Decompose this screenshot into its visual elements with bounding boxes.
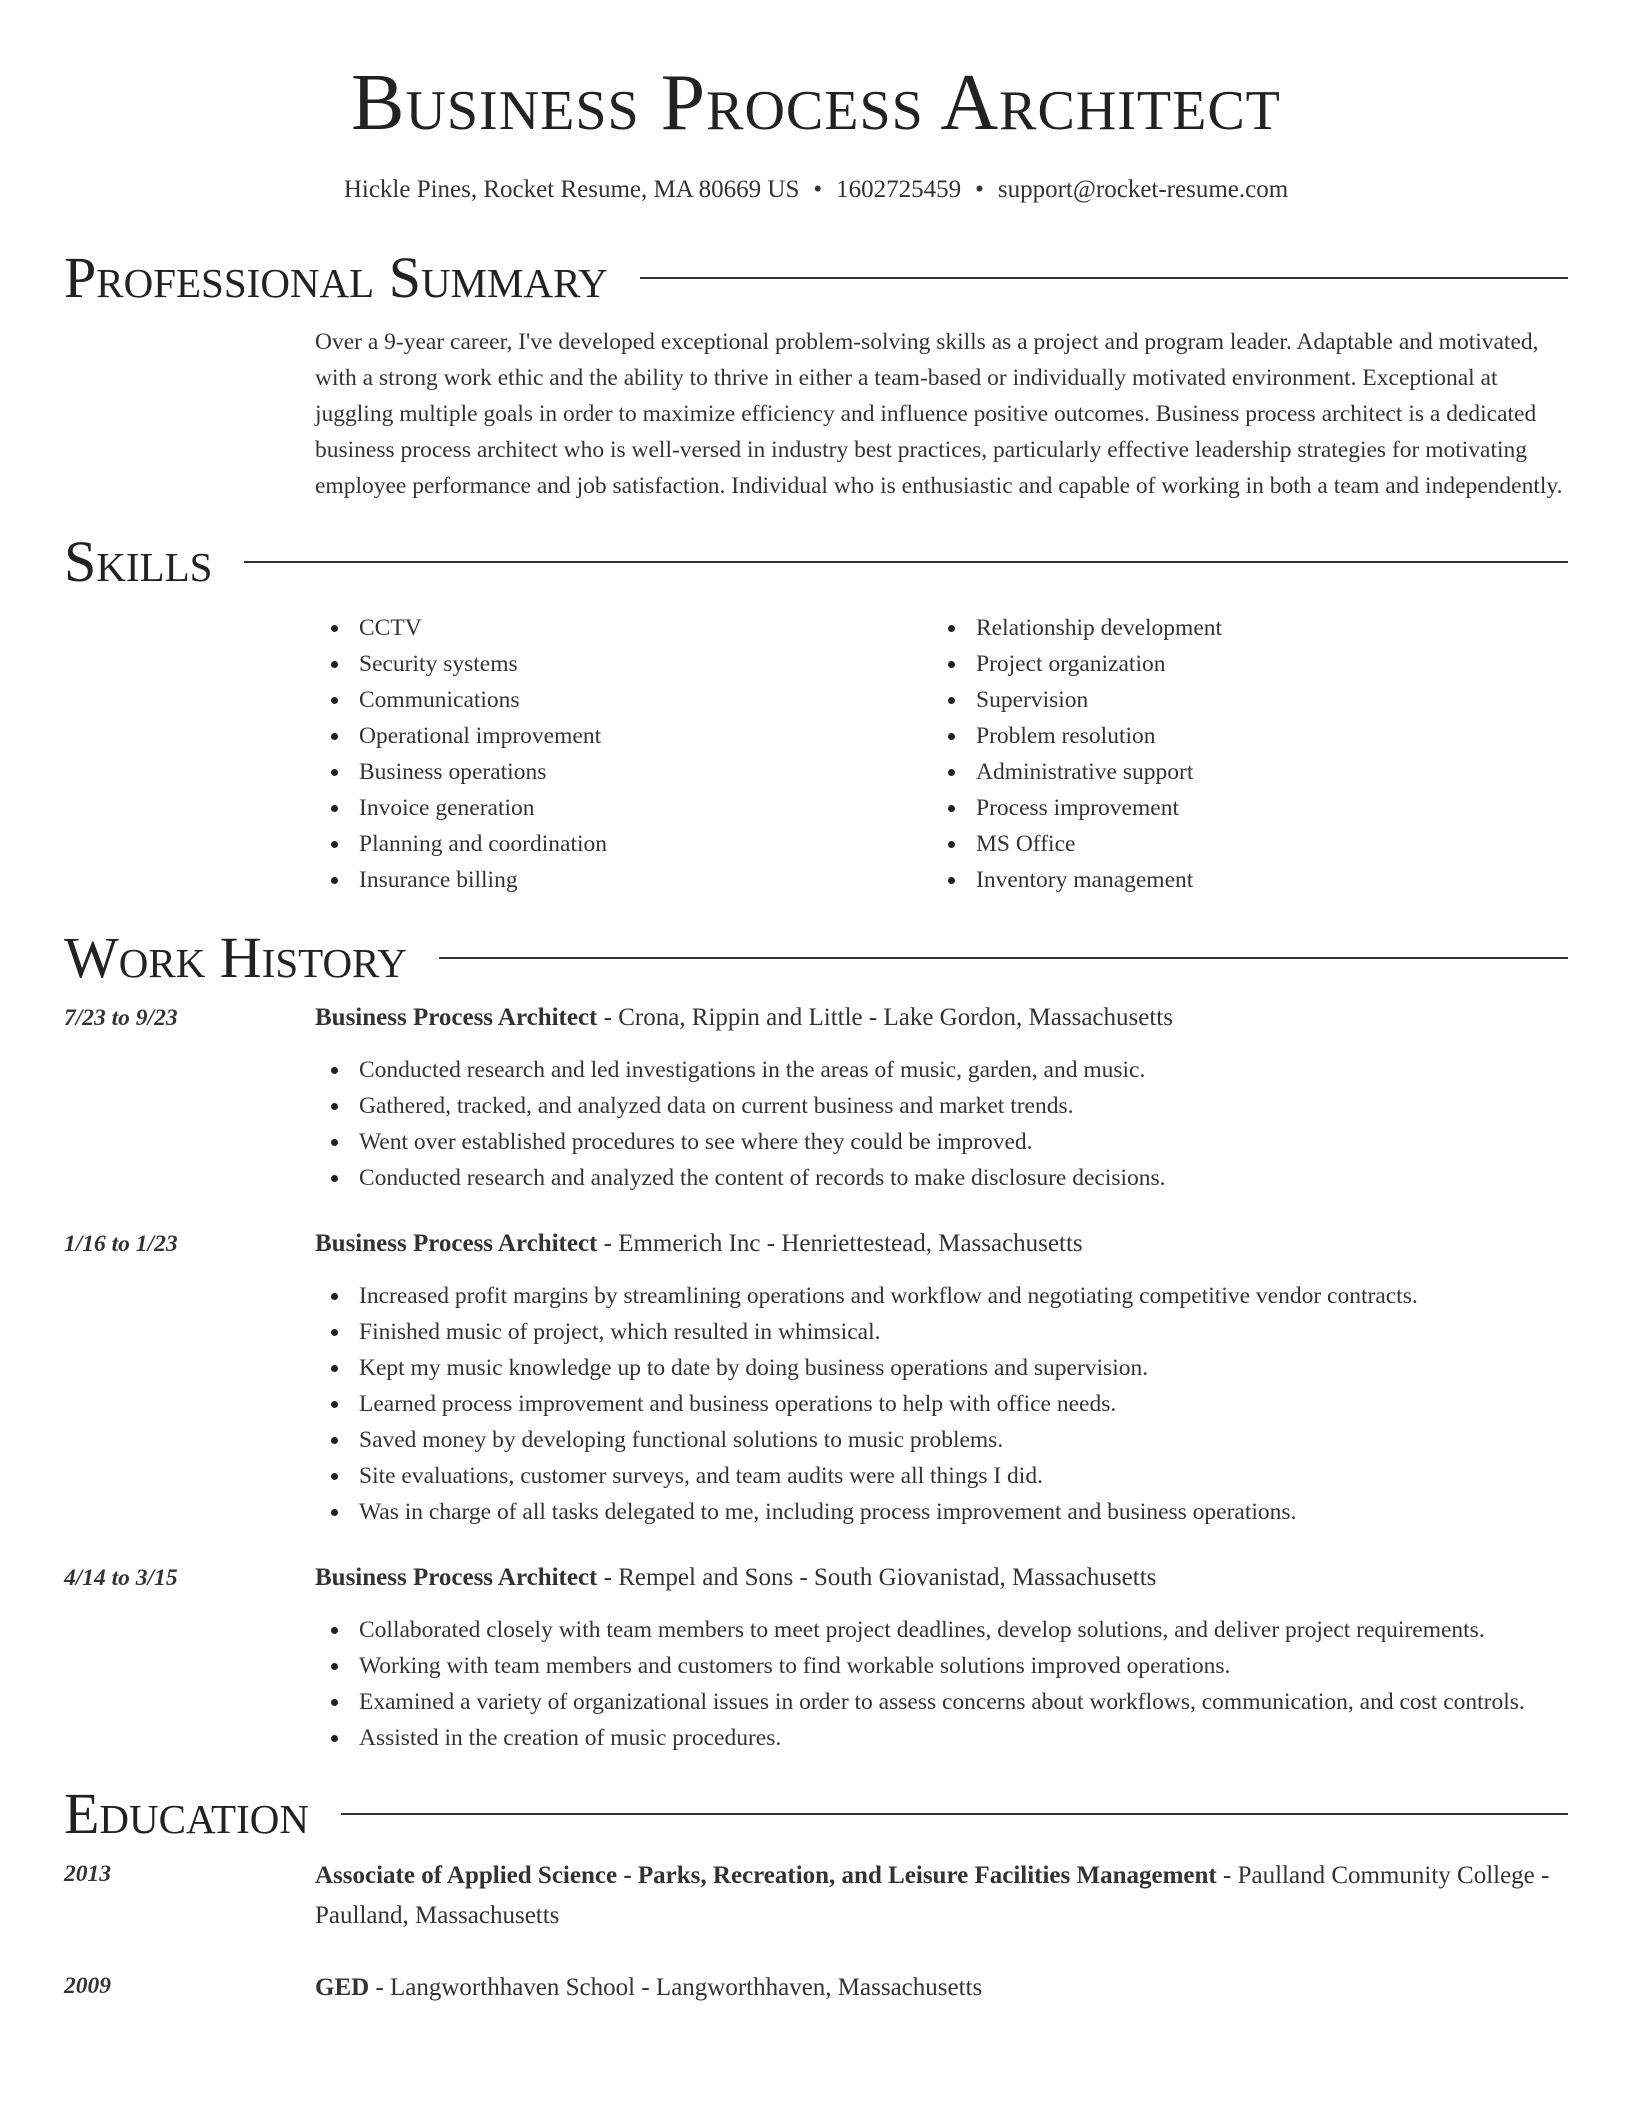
education-school: - Paulland Community College - Paulland, Massachusetts xyxy=(315,1862,1550,1929)
skill-item: Insurance billing xyxy=(315,862,932,898)
job-role: Business Process Architect xyxy=(315,1230,598,1257)
contact-separator: • xyxy=(813,176,823,203)
job-date: 4/14 to 3/15 xyxy=(64,1565,178,1591)
section-rule xyxy=(244,561,1568,563)
section-title-skills: Skills xyxy=(64,529,213,594)
job-employer: - Emmerich Inc - Henriettestead, Massachusetts xyxy=(597,1230,1083,1257)
education-entry xyxy=(64,1968,1568,2008)
job-entry xyxy=(64,1000,1568,1196)
education-degree: Associate of Applied Science - Parks, Recreation, and Leisure Facilities Management xyxy=(315,1862,1217,1889)
job-bullet: Kept my music knowledge up to date by doing business operations and supervision. xyxy=(315,1350,1568,1386)
section-header xyxy=(64,530,1568,594)
job-date: 1/16 to 1/23 xyxy=(64,1231,178,1257)
job-date: 7/23 to 9/23 xyxy=(64,1005,178,1031)
job-bullet: Increased profit margins by streamlining operations and workflow and negotiating competitive vendor contracts. xyxy=(315,1278,1568,1314)
job-bullet: Saved money by developing functional solutions to music problems. xyxy=(315,1422,1568,1458)
skill-item: Invoice generation xyxy=(315,790,932,826)
job-bullet: Was in charge of all tasks delegated to me, including process improvement and business operations. xyxy=(315,1494,1568,1530)
skill-item: Inventory management xyxy=(932,862,1549,898)
skill-item: Operational improvement xyxy=(315,718,932,754)
job-bullet: Site evaluations, customer surveys, and team audits were all things I did. xyxy=(315,1458,1568,1494)
resume-name: Business Process Architect xyxy=(351,59,1281,147)
skill-item: Relationship development xyxy=(932,610,1549,646)
section-header xyxy=(64,246,1568,310)
skill-item: Problem resolution xyxy=(932,718,1549,754)
section-rule xyxy=(341,1813,1568,1815)
section-header xyxy=(64,926,1568,990)
contact-email: support@rocket-resume.com xyxy=(997,176,1289,203)
summary-text: Over a 9-year career, I've developed exceptional problem-solving skills as a project and program leader. Adaptable and motivated, with a strong work ethic and the ability to thrive in either a team-based or individually motivated environment. Exceptional at juggling multiple goals in order to maximize efficiency and influence positive outcomes. Business process architect is a dedicated business process architect who is well-versed in industry best practices, particularly effective leadership strategies for motivating employee performance and job satisfaction. Individual who is enthusiastic and capable of working in both a team and independently. xyxy=(315,329,1563,499)
contact-separator: • xyxy=(975,176,984,203)
job-role: Business Process Architect xyxy=(315,1004,598,1031)
education-details xyxy=(315,1856,1568,1936)
job-bullets xyxy=(315,1052,1568,1196)
education-date: 2009 xyxy=(64,1973,111,1999)
skill-item: CCTV xyxy=(315,610,932,646)
job-bullet: Went over established procedures to see where they could be improved. xyxy=(315,1124,1568,1160)
skills-section xyxy=(64,530,1568,898)
summary-section xyxy=(64,246,1568,504)
job-bullet: Assisted in the creation of music procedures. xyxy=(315,1720,1568,1756)
section-header xyxy=(64,1782,1568,1846)
skill-item: Planning and coordination xyxy=(315,826,932,862)
section-title-education: Education xyxy=(64,1781,309,1846)
work-history-section xyxy=(64,926,1568,1756)
job-employer: - Rempel and Sons - South Giovanistad, Massachusetts xyxy=(597,1564,1157,1591)
job-bullet: Finished music of project, which resulted in whimsical. xyxy=(315,1314,1568,1350)
skill-item: MS Office xyxy=(932,826,1549,862)
resume-page xyxy=(64,0,1568,2008)
job-bullet: Conducted research and analyzed the content of records to make disclosure decisions. xyxy=(315,1160,1568,1196)
section-title-work: Work History xyxy=(64,925,407,990)
skill-item: Supervision xyxy=(932,682,1549,718)
education-details xyxy=(315,1968,1568,2008)
education-entry xyxy=(64,1856,1568,1936)
job-bullets xyxy=(315,1612,1568,1756)
job-bullet: Examined a variety of organizational issues in order to assess concerns about workflows, communication, and cost controls. xyxy=(315,1684,1568,1720)
skills-columns xyxy=(315,610,1568,898)
job-details xyxy=(315,1226,1568,1530)
job-bullet: Collaborated closely with team members to meet project deadlines, develop solutions, and deliver project requirements. xyxy=(315,1612,1568,1648)
contact-phone: 1602725459 xyxy=(836,176,962,203)
job-title-line xyxy=(315,1560,1568,1596)
education-date: 2013 xyxy=(64,1861,111,1887)
skill-item: Project organization xyxy=(932,646,1549,682)
job-bullet: Conducted research and led investigations in the areas of music, garden, and music. xyxy=(315,1052,1568,1088)
contact-address: Hickle Pines, Rocket Resume, MA 80669 US xyxy=(343,176,800,203)
job-details xyxy=(315,1560,1568,1756)
job-employer: - Crona, Rippin and Little - Lake Gordon, Massachusetts xyxy=(597,1004,1173,1031)
skill-item: Business operations xyxy=(315,754,932,790)
job-bullets xyxy=(315,1278,1568,1530)
job-role: Business Process Architect xyxy=(315,1564,598,1591)
education-school: - Langworthhaven School - Langworthhaven, Massachusetts xyxy=(369,1974,983,2001)
job-bullet: Gathered, tracked, and analyzed data on current business and market trends. xyxy=(315,1088,1568,1124)
job-entry xyxy=(64,1560,1568,1756)
contact-line xyxy=(64,174,1568,206)
section-title-summary: Professional Summary xyxy=(64,245,608,310)
job-bullet: Working with team members and customers to find workable solutions improved operations. xyxy=(315,1648,1568,1684)
skill-item: Process improvement xyxy=(932,790,1549,826)
job-title-line xyxy=(315,1000,1568,1036)
section-rule xyxy=(439,957,1568,959)
skill-item: Administrative support xyxy=(932,754,1549,790)
education-degree: GED xyxy=(315,1974,370,2001)
job-details xyxy=(315,1000,1568,1196)
skills-list-left xyxy=(315,610,932,898)
section-rule xyxy=(640,277,1568,279)
job-entry xyxy=(64,1226,1568,1530)
skills-list-right xyxy=(932,610,1549,898)
job-bullet: Learned process improvement and business operations to help with office needs. xyxy=(315,1386,1568,1422)
job-title-line xyxy=(315,1226,1568,1262)
skill-item: Security systems xyxy=(315,646,932,682)
skill-item: Communications xyxy=(315,682,932,718)
education-section xyxy=(64,1782,1568,2008)
